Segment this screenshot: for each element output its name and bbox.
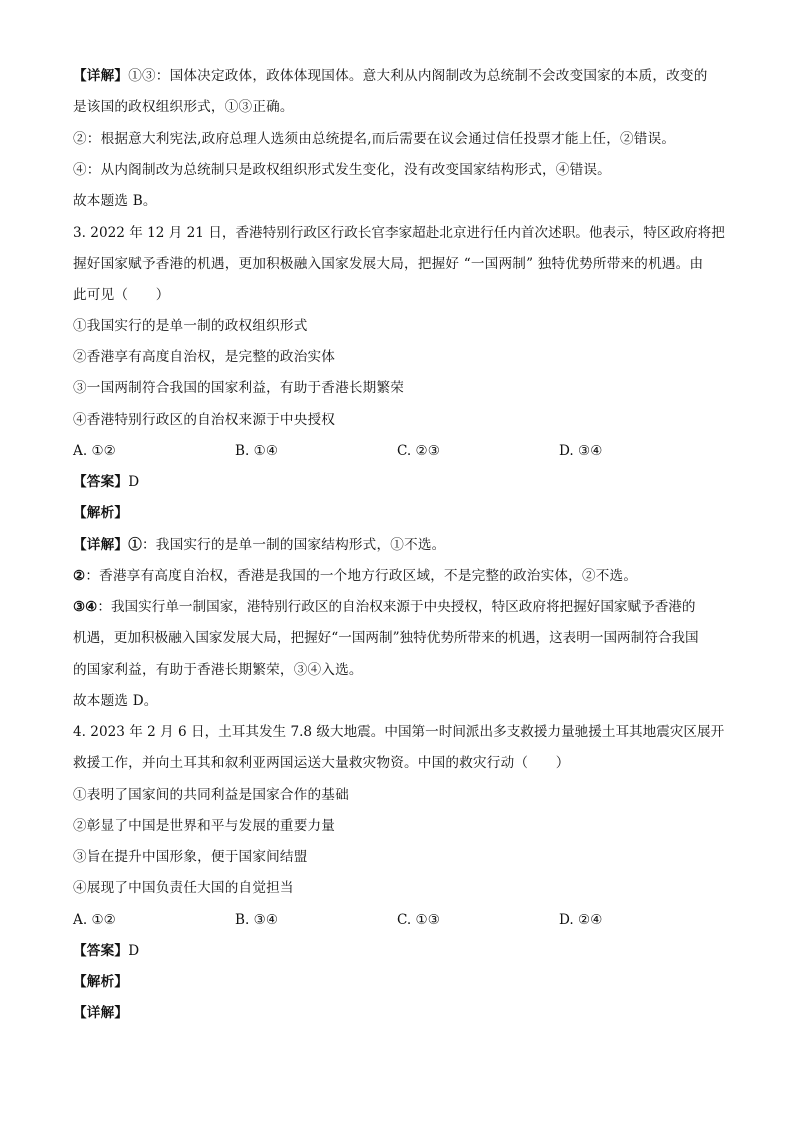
q4-item-3: ③旨在提升中国形象，便于国家间结盟 (73, 849, 308, 865)
q3-option-a: A. ①② (73, 443, 116, 459)
answer-value: D (128, 474, 140, 490)
q4-stem-2: 救援工作，并向土耳其和叙利亚两国运送大量救灾物资。中国的救灾行动（ ） (73, 755, 570, 771)
q3-item-3: ③一国两制符合我国的国家利益，有助于香港长期繁荣 (73, 380, 405, 396)
detail-mark: ① (128, 537, 142, 553)
detail-text: ①③：国体决定政体，政体体现国体。意大利从内阁制改为总统制不会改变国家的本质，改变的 (128, 68, 708, 84)
q4-item-1: ①表明了国家间的共同利益是国家合作的基础 (73, 787, 349, 803)
detail-mark: ③④ (73, 599, 98, 615)
q4-option-b: B. ③④ (235, 912, 279, 928)
q4-detail-tag: 【详解】 (73, 1005, 129, 1021)
q3-options (73, 441, 733, 461)
answer-tag: 【答案】 (73, 943, 129, 959)
q3-detail-3c: 的国家利益，有助于香港长期繁荣，③④入选。 (73, 662, 363, 678)
detail-tag: 【详解】 (73, 68, 129, 84)
q4-analysis-tag: 【解析】 (73, 974, 129, 990)
detail-mark: ② (73, 568, 86, 584)
q3-option-b: B. ①④ (235, 443, 279, 459)
q4-option-a: A. ①② (73, 912, 116, 928)
answer-value: D (128, 943, 140, 959)
q4-item-2: ②彰显了中国是世界和平与发展的重要力量 (73, 818, 336, 834)
q3-stem-1: 3. 2022 年 12 月 21 日，香港特别行政区行政长官李家超赴北京进行任内首次述职。他表示，特区政府将把 (73, 225, 725, 241)
detail-text: ：我国实行的是单一制的国家结构形式，①不选。 (141, 537, 446, 553)
q2-detail-line-4: ④：从内阁制改为总统制只是政权组织形式发生变化，没有改变国家结构形式，④错误。 (73, 162, 611, 178)
q3-detail-3b: 机遇，更加积极融入国家发展大局，把握好“一国两制”独特优势所带来的机遇，这表明一国两制符合我国 (73, 630, 699, 646)
q3-option-c: C. ②③ (397, 443, 440, 459)
q3-stem-2: 握好国家赋予香港的机遇，更加积极融入国家发展大局，把握好 “一国两制” 独特优势所带来的机遇。由 (73, 256, 704, 272)
q3-item-4: ④香港特别行政区的自治权来源于中央授权 (73, 412, 336, 428)
q2-detail-line-2: 是该国的政权组织形式，①③正确。 (73, 99, 294, 115)
q3-analysis-tag: 【解析】 (73, 505, 129, 521)
detail-text: ：我国实行单一制国家，港特别行政区的自治权来源于中央授权，特区政府将把握好国家赋予香港的 (97, 599, 696, 615)
q2-conclusion: 故本题选 B。 (73, 193, 157, 209)
q3-detail-1 (73, 535, 733, 555)
q4-stem-1: 4. 2023 年 2 月 6 日，土耳其发生 7.8 级大地震。中国第一时间派出多支救援力量驰援土耳其地震灾区展开 (73, 724, 725, 740)
detail-text: ：香港享有高度自治权，香港是我国的一个地方行政区域，不是完整的政治实体，②不选。 (85, 568, 638, 584)
q3-answer (73, 472, 733, 492)
detail-tag: 【详解】 (73, 537, 129, 553)
answer-tag: 【答案】 (73, 474, 129, 490)
q4-option-c: C. ①③ (397, 912, 440, 928)
q2-detail-line-3: ②：根据意大利宪法,政府总理人选须由总统提名,而后需要在议会通过信任投票才能上任，②错误。 (73, 131, 676, 147)
q2-detail-line-1 (73, 66, 733, 86)
q4-option-d: D. ②④ (559, 912, 603, 928)
q3-detail-3a (73, 597, 733, 617)
q3-detail-2 (73, 566, 733, 586)
q3-conclusion: 故本题选 D。 (73, 693, 158, 709)
q4-item-4: ④展现了中国负责任大国的自觉担当 (73, 880, 294, 896)
q4-answer (73, 941, 733, 961)
q3-option-d: D. ③④ (559, 443, 603, 459)
q4-options (73, 910, 733, 930)
q3-stem-3: 此可见（ ） (73, 287, 170, 303)
q3-item-1: ①我国实行的是单一制的政权组织形式 (73, 318, 308, 334)
q3-item-2: ②香港享有高度自治权，是完整的政治实体 (73, 349, 336, 365)
